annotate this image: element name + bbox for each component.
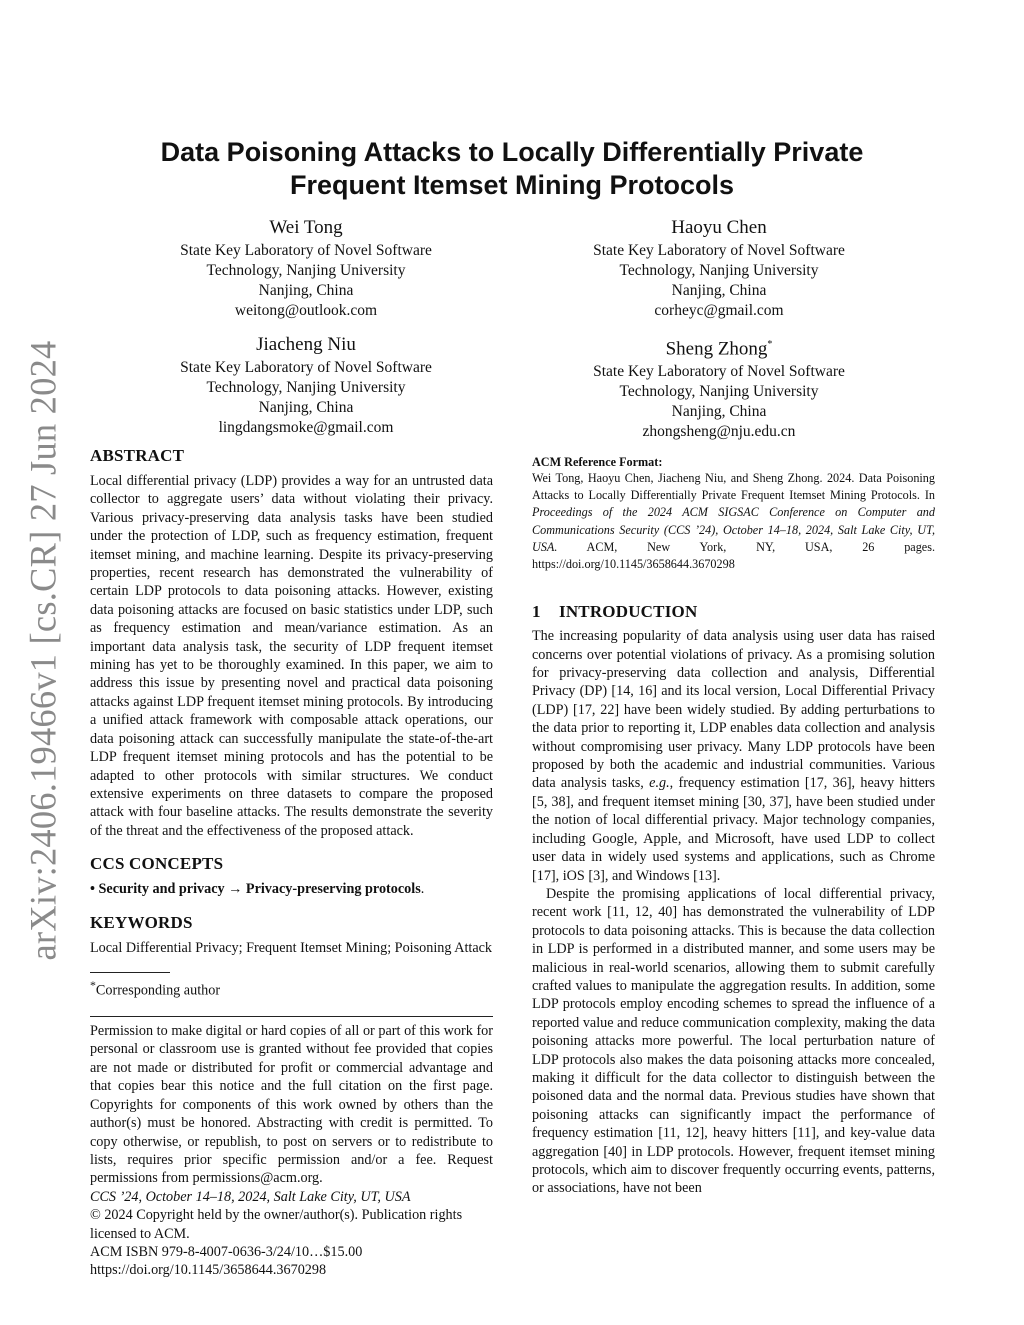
intro-paragraph-1	[532, 627, 935, 885]
footnote-mark: *	[90, 977, 96, 992]
intro-p1-part-a: The increasing popularity of data analysis using user data has raised concerns over potential violations of privacy. As a promising solution for privacy-preserving data collection and analysis, Differential Privacy (DP) [14, 16] and its local version, Local Differential Privacy (LDP) [17, 22] have been widely studied. By adding perturbations to the data prior to reporting it, LDP enables data collection and analysis without compromising user privacy. Many LDP protocols have been proposed by both the academic and industrial communities. Various data analysis tasks,	[532, 628, 935, 792]
author-name: Wei Tong	[269, 217, 343, 238]
author-location: Nanjing, China	[671, 282, 767, 299]
intro-paragraph-2: Despite the promising applications of local differential privacy, recent work [11, 12, 40] has demonstrated the vulnerability of LDP protocols to data poisoning attacks. This is because the data collection in LDP is performed in a distributed manner, and some users may be malicious in real-world scenarios, allowing them to submit carefully crafted values to manipulate the aggregation results. In addition, some LDP protocols employ encoding schemes to spread the influence of a reported value and reduce communication complexity, making the data poisoning attacks more powerful. The local perturbation nature of LDP protocols also makes the data poisoning attacks more concealed, making it difficult for the data collector to distinguish between the poisoned data and the normal data. Previous studies have shown that poisoning attacks can significantly impact the performance of frequency estimation [11, 12], heavy hitters [11], and key-value data aggregation [40] in LDP protocols. However, frequent itemset mining protocols, which aim to discover frequently occurring events, patterns, or associations, have not been	[532, 885, 935, 1197]
author-affiliation-line-1: State Key Laboratory of Novel Software	[593, 242, 845, 259]
acm-reference-heading: ACM Reference Format:	[532, 455, 663, 469]
introduction-heading	[532, 602, 935, 622]
intro-p1-part-b: , frequency estimation [17, 36], heavy hitters [5, 38], and frequent itemset mining [30, 37], have been studied under the notion of local differential privacy. Major technology companies, including Google, Apple, and Microsoft, have used LDP to collect user data in widely used systems and applications, such as Chrome [17], iOS [3], and Windows [13].	[532, 775, 936, 884]
author-affiliation-line-2: Technology, Nanjing University	[206, 262, 406, 279]
permission-block	[90, 1022, 493, 1280]
paper-title-line-2: Frequent Itemset Mining Protocols	[289, 170, 735, 200]
ccs-period: .	[420, 881, 425, 898]
doi-link[interactable]: https://doi.org/10.1145/3658644.3670298	[90, 1262, 327, 1279]
footnote-text: Corresponding author	[95, 982, 221, 999]
author-block-sheng-zhong	[509, 333, 929, 442]
author-email[interactable]: weitong@outlook.com	[234, 302, 378, 319]
corresponding-author-mark: *	[767, 339, 773, 350]
abstract-text: Local differential privacy (LDP) provides a way for an untrusted data collector to aggregate users’ data without violating their privacy. Various privacy-preserving data analysis tasks have been studied under the protection of LDP, such as frequency estimation, frequent itemset mining, and machine learning. Despite its privacy-preserving properties, recent research has demonstrated the vulnerability of certain LDP protocols to data poisoning attacks. However, existing data poisoning attacks are focused on basic statistics under LDP, such as frequency estimation and mean/variance estimation. As an important data analysis task, the security of LDP frequent itemset mining has yet to be thoroughly examined. In this paper, we aim to address this issue by presenting novel and practical data poisoning attacks against LDP frequent itemset mining protocols. By introducing a unified attack framework with composable attack operations, our data poisoning attack can successfully manipulate the state-of-the-art LDP frequent itemset mining protocols and has the potential to be adapted to other protocols with similar structures. We conduct extensive experiments on three datasets to compare the proposed attack with four baseline attacks. The results demonstrate the severity of the threat and the effectiveness of the proposed attack.	[90, 473, 493, 839]
acm-isbn: ACM ISBN 979-8-4007-0636-3/24/10…$15.00	[90, 1243, 363, 1260]
author-email[interactable]: corheyc@gmail.com	[654, 302, 784, 319]
author-location: Nanjing, China	[258, 282, 354, 299]
author-name	[509, 333, 929, 361]
permission-text: Permission to make digital or hard copies of all or part of this work for personal or classroom use is granted without fee provided that copies are not made or distributed for profit or commercial advantage and that copies bear this notice and the full citation on the first page. Copyrights for components of this work owned by others than the author(s) must be honored. Abstracting with credit is permitted. To copy otherwise, or republish, to post on servers or to redistribute to lists, requires prior specific permission and/or a fee. Request permissions from permissions@acm.org.	[90, 1023, 493, 1187]
author-affiliation-line-1: State Key Laboratory of Novel Software	[180, 359, 432, 376]
ccs-concepts-entry	[90, 880, 493, 898]
abstract-heading: ABSTRACT	[90, 446, 185, 465]
corresponding-author-footnote	[90, 976, 493, 1000]
author-email[interactable]: zhongsheng@nju.edu.cn	[642, 423, 796, 441]
intro-p1-eg: e.g.	[649, 775, 670, 792]
author-affiliation-line-2: Technology, Nanjing University	[206, 379, 406, 396]
acm-reference-publisher: ACM, New York, NY, USA, 26 pages. https://doi.org/10.1145/3658644.3670298	[532, 539, 935, 572]
keywords-heading: KEYWORDS	[90, 912, 193, 932]
author-affiliation-line-2: Technology, Nanjing University	[619, 262, 819, 279]
author-block-wei-tong	[96, 216, 516, 321]
copyright-notice: © 2024 Copyright held by the owner/author(s). Publication rights licensed to ACM.	[90, 1207, 463, 1242]
right-column	[532, 454, 935, 1198]
conference-venue: CCS ’24, October 14–18, 2024, Salt Lake City, UT, USA	[90, 1188, 411, 1205]
author-block-jiacheng-niu	[96, 333, 516, 438]
acm-reference-proceedings: Proceedings of the 2024 ACM SIGSAC Conference on Computer and Communications Security (CCS ’24), October 14–18, 2024, Salt Lake City, UT, USA.	[532, 505, 935, 554]
author-location: Nanjing, China	[671, 403, 767, 421]
author-name: Haoyu Chen	[671, 217, 767, 238]
author-block-haoyu-chen	[509, 216, 929, 321]
keywords-text: Local Differential Privacy; Frequent Itemset Mining; Poisoning Attack	[90, 939, 493, 956]
ccs-arrow: →	[228, 881, 243, 898]
arxiv-identifier-text: arXiv:2406.19466v1 [cs.CR] 27 Jun 2024	[22, 340, 63, 960]
author-email[interactable]: lingdangsmoke@gmail.com	[218, 419, 394, 436]
arxiv-identifier-stamp	[10, 340, 75, 960]
author-affiliation-line-2: Technology, Nanjing University	[619, 383, 819, 401]
ccs-bullet: •	[90, 881, 95, 898]
author-location: Nanjing, China	[258, 399, 354, 416]
acm-reference-text	[532, 470, 935, 573]
author-name: Jiacheng Niu	[256, 334, 356, 355]
section-number: 1	[532, 602, 541, 622]
author-affiliation-line-1: State Key Laboratory of Novel Software	[180, 242, 432, 259]
ccs-concepts-heading: CCS CONCEPTS	[90, 854, 224, 874]
left-column	[90, 446, 493, 1280]
author-affiliation-line-1: State Key Laboratory of Novel Software	[593, 363, 845, 381]
permission-rule	[90, 1016, 493, 1017]
acm-reference-citation: Wei Tong, Haoyu Chen, Jiacheng Niu, and Sheng Zhong. 2024. Data Poisoning Attacks to Locally Differentially Private Frequent Itemset Mining Protocols. In	[532, 471, 935, 503]
paper-title	[90, 136, 934, 202]
paper-title-line-1: Data Poisoning Attacks to Locally Differentially Private	[160, 137, 864, 167]
footnote-rule	[90, 972, 170, 973]
ccs-subconcept: Privacy-preserving protocols	[245, 881, 421, 898]
section-title: INTRODUCTION	[559, 602, 698, 622]
ccs-concept: Security and privacy	[98, 881, 225, 898]
author-name-text: Sheng Zhong	[665, 338, 768, 360]
